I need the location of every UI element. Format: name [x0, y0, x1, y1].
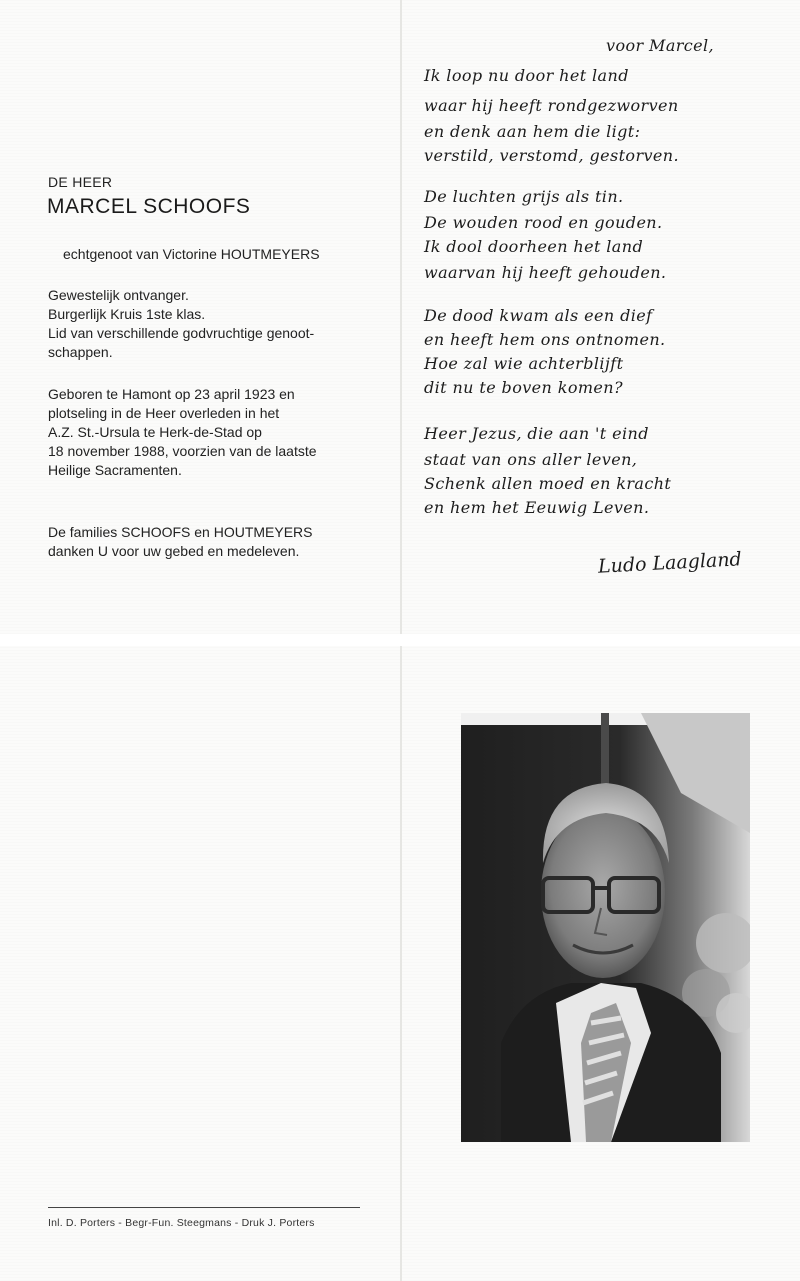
honor-line: Lid van verschillende godvruchtige genoot- — [48, 325, 315, 341]
honors-block — [48, 286, 314, 362]
poem-line: Hoe zal wie achterblijft — [424, 354, 624, 373]
poem-line: De dood kwam als een dief — [424, 306, 653, 325]
honor-line: schappen. — [48, 344, 113, 360]
poem-line: verstild, verstomd, gestorven. — [424, 146, 679, 165]
footer-rule — [48, 1207, 360, 1208]
life-line: Geboren te Hamont op 23 april 1923 en — [48, 386, 295, 402]
poem-line: en hem het Eeuwig Leven. — [424, 498, 650, 517]
poem-line: dit nu te boven komen? — [424, 378, 623, 397]
scan-gap — [0, 634, 800, 646]
honor-line: Gewestelijk ontvanger. — [48, 287, 189, 303]
thanks-line: danken U voor uw gebed en medeleven. — [48, 543, 300, 559]
portrait-photo — [461, 713, 750, 1142]
life-block — [48, 385, 317, 480]
poem-dedication: voor Marcel, — [606, 36, 715, 55]
honorific: DE HEER — [48, 174, 113, 190]
poem-line: Ik dool doorheen het land — [424, 237, 644, 256]
life-line: plotseling in de Heer overleden in het — [48, 405, 280, 421]
thanks-block — [48, 523, 313, 561]
poem-line: Ik loop nu door het land — [424, 66, 629, 85]
life-line: Heilige Sacramenten. — [48, 462, 182, 478]
life-line: 18 november 1988, voorzien van de laatste — [48, 443, 317, 459]
poem-line: De luchten grijs als tin. — [424, 187, 624, 206]
poem-line: waarvan hij heeft gehouden. — [424, 263, 667, 282]
poem-line: en heeft hem ons ontnomen. — [424, 330, 666, 349]
poet-signature: Ludo Laagland — [597, 548, 743, 578]
deceased-name: MARCEL SCHOOFS — [47, 195, 251, 218]
poem-line: staat van ons aller leven, — [424, 450, 638, 469]
printer-credits: Inl. D. Porters - Begr-Fun. Steegmans - Druk J. Porters — [48, 1217, 315, 1229]
portrait-image — [461, 713, 750, 1142]
poem-line: De wouden rood en gouden. — [424, 213, 663, 232]
spouse-line: echtgenoot van Victorine HOUTMEYERS — [63, 246, 320, 262]
poem-line: Heer Jezus, die aan 't eind — [424, 424, 649, 443]
poem-line: waar hij heeft rondgezworven — [424, 96, 679, 115]
life-line: A.Z. St.-Ursula te Herk-de-Stad op — [48, 424, 262, 440]
thanks-line: De families SCHOOFS en HOUTMEYERS — [48, 524, 313, 540]
honor-line: Burgerlijk Kruis 1ste klas. — [48, 306, 206, 322]
poem-line: en denk aan hem die ligt: — [424, 122, 641, 141]
poem-line: Schenk allen moed en kracht — [424, 474, 672, 493]
card-back-panel — [0, 646, 400, 1281]
